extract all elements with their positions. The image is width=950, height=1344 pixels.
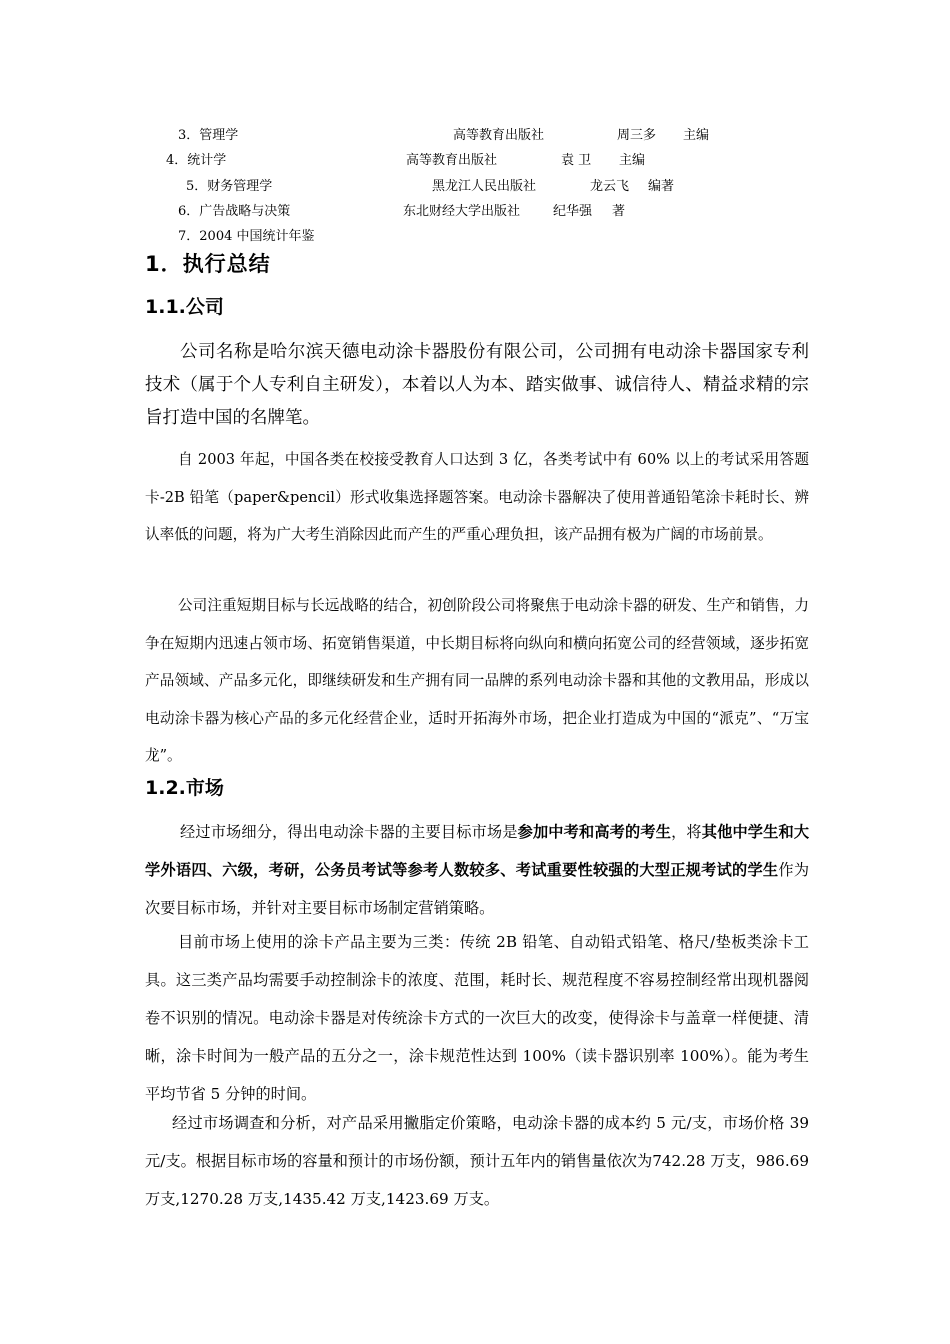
reference-title: 3．管理学 [178,128,239,143]
text-run: 经过市场细分，得出电动涂卡器的主要目标市场是 [180,823,518,841]
reference-role: 编著 [648,179,675,194]
subsection-heading-market: 1.2.市场 [145,777,224,799]
reference-title: 5．财务管理学 [186,179,273,194]
company-intro-paragraph: 公司名称是哈尔滨天德电动涂卡器股份有限公司，公司拥有电动涂卡器国家专利技术（属于个人专利自主研发），本着以人为本、踏实做事、诚信待人、精益求精的宗旨打造中国的名牌笔。 [145,342,809,428]
subsection-heading-company: 1.1.公司 [145,296,224,318]
primary-target-market: 参加中考和高考的考生 [517,823,672,841]
text-run: ，将 [671,823,702,841]
reference-author: 袁 卫 [561,153,592,168]
reference-title: 4．统计学 [166,153,227,168]
secondary-target-market: 其他中学生和大学外语四、六级，考研，公务员考试等参考人数较多、考试重要性较强的大型正规考试的学生 [145,823,810,879]
reference-title: 7．2004 中国统计年鉴 [178,229,315,244]
reference-role: 著 [612,204,626,219]
reference-publisher: 高等教育出版社 [453,128,545,143]
text-run: 作为次要目标市场，并针对主要目标市场制定营销策略。 [145,861,810,917]
reference-author: 周三多 [617,128,657,143]
reference-role: 主编 [619,153,646,168]
section-heading-executive-summary: 1．执行总结 [145,252,271,276]
market-products-paragraph: 目前市场上使用的涂卡产品主要为三类：传统 2B 铅笔、自动铅式铅笔、格尺/垫板类涂卡工具。这三类产品均需要手动控制涂卡的浓度、范围，耗时长、规范程度不容易控制经常出现机器阅卷不识别的情况。电动涂卡器是对传统涂卡方式的一次巨大的改变，使得涂卡与盖章一样便捷、清晰，涂卡时间为一般产品的五分之一，涂卡规范性达到 100%（读卡器识别率 100%）。能为考生平均节省 5 分钟的时间。 [145,933,809,1103]
reference-author: 纪华强 [553,204,593,219]
company-background-paragraph: 自 2003 年起，中国各类在校接受教育人口达到 3 亿，各类考试中有 60% 以上的考试采用答题卡-2B 铅笔（paper&pencil）形式收集选择题答案。电动涂卡器解决了使用普通铅笔涂卡耗时长、辨认率低的问题，将为广大考生消除因此而产生的严重心理负担，该产品拥有极为广阔的市场前景。 [145,451,809,543]
reference-author: 龙云飞 [590,179,630,194]
company-strategy-paragraph: 公司注重短期目标与长远战略的结合，初创阶段公司将聚焦于电动涂卡器的研发、生产和销售，力争在短期内迅速占领市场、拓宽销售渠道，中长期目标将向纵向和横向拓宽公司的经营领域，逐步拓宽产品领域、产品多元化，即继续研发和生产拥有同一品牌的系列电动涂卡器和其他的文教用品，形成以电动涂卡器为核心产品的多元化经营企业，适时开拓海外市场，把企业打造成为中国的“派克”、“万宝龙”。 [145,597,809,764]
market-segment-paragraph [145,813,809,927]
market-pricing-paragraph: 经过市场调查和分析，对产品采用撇脂定价策略，电动涂卡器的成本约 5 元/支，市场价格 39 元/支。根据目标市场的容量和预计的市场份额，预计五年内的销售量依次为742.28 万支，986.69 万支,1270.28 万支,1435.42 万支,1423.69 万支。 [145,1114,809,1208]
reference-role: 主编 [683,128,710,143]
reference-title: 6．广告战略与决策 [178,204,291,219]
reference-publisher: 黑龙江人民出版社 [432,179,537,194]
reference-publisher: 高等教育出版社 [406,153,498,168]
reference-publisher: 东北财经大学出版社 [403,204,521,219]
